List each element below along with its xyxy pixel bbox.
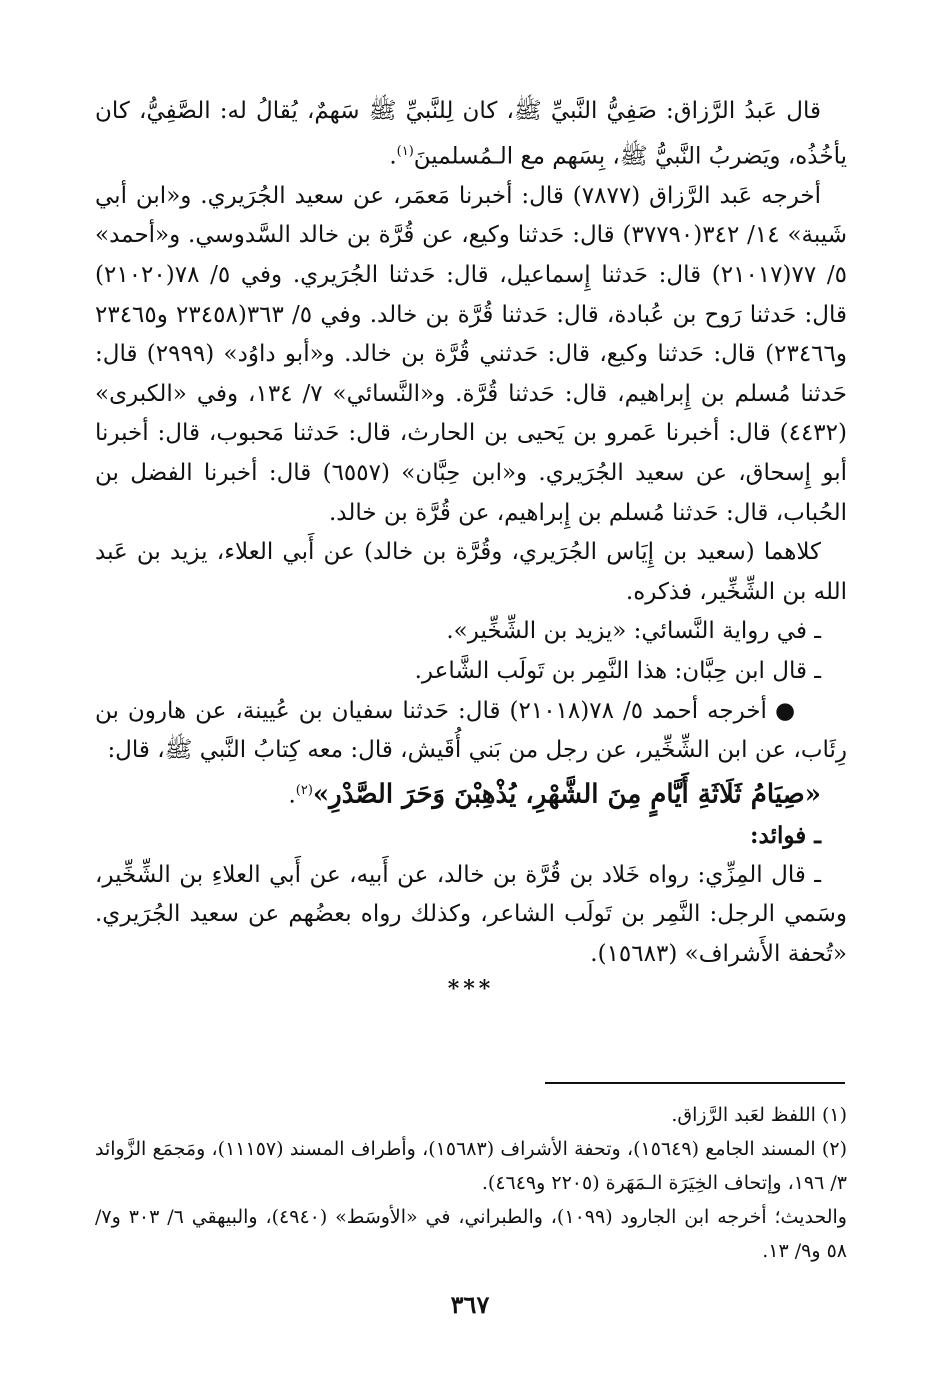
footnote-1: (١) اللفظ لعَبد الرَّزاق.: [671, 1104, 847, 1126]
note-line-1: ـ في رواية النَّسائي: «يزيد بن الشِّخِّير».: [446, 618, 821, 645]
note-line-2: ـ قال ابن حِبَّان: هذا النَّمِر بن تَولَب الشَّاعر.: [414, 657, 821, 684]
benefits-heading: ـ فوائد:: [750, 822, 821, 849]
paragraph-3: كلاهما (سعيد بن إِيَاس الجُرَيري، وقُرَّة بن خالد) عن أَبي العلاء، يزيد بن عَبد الله بن الشِّخِّير، فذكره.: [95, 539, 847, 605]
paragraph-5: ـ قال المِزِّي: رواه خَلاد بن قُرَّة بن خالد، عن أَبيه، عن أَبي العلاءِ بن الشِّخِّير، وسَمي الرجل: النَّمِر بن تَولَب الشاعر، وكذلك رواه بعضُهم عن سعيد الجُرَيري. «تُحفة الأَشراف» (١٥٦٨٣).: [95, 861, 847, 967]
footnote-2-continued: والحديث؛ أخرجه ابن الجارود (١٠٩٩)، والطبراني، في «الأوسَط» (٤٩٤٠)، والبيهقي ٦/ ٣٠٣ و٧/ ٥٨ و٩/ ١٣.: [95, 1206, 847, 1262]
footnote-separator: [545, 1082, 845, 1084]
footnote-ref-2: (٢): [295, 782, 313, 798]
paragraph-4-text: أخرجه أحمد ٥/ ٧٨(٢١٠١٨) قال: حَدثنا سفيان بن عُيينة، عن هارون بن رِئَاب، عن ابن الشِّخِّير، عن رجل من بَني أُقَيش، قال: معه كِتابُ النَّبي ﷺ، قال:: [95, 697, 847, 764]
main-text: [95, 92, 847, 1002]
footnotes: [95, 1098, 847, 1268]
bullet-icon: ●: [774, 697, 796, 724]
footnote-2: (٢) المسند الجامع (١٥٦٤٩)، وتحفة الأشراف (١٥٦٨٣)، وأطراف المسند (١١١٥٧)، ومَجمَع الزَّوائد ٣/ ١٩٦، وإتحاف الخِيَرَة الـمَهَرة (٢٢٠٥ و٤٦٤٩).: [95, 1138, 847, 1194]
hadith-quote: «صِيَامُ ثَلَاثَةِ أَيَّامٍ مِنَ الشَّهْرِ، يُذْهِبْنَ وَحَرَ الصَّدْرِ»$^{(٢)}$.: [288, 779, 821, 810]
hadith-quote-text: «صِيَامُ ثَلَاثَةِ أَيَّامٍ مِنَ الشَّهْرِ، يُذْهِبْنَ وَحَرَ الصَّدْرِ»: [312, 779, 821, 810]
paragraph-1: قال عَبدُ الرَّزاق: صَفِيُّ النَّبيِّ ﷺ، كان لِلنَّبيِّ ﷺ سَهمٌ، يُقالُ له: الصَّفِيُّ، كان يأخُذُه، ويَضربُ النَّبيُّ ﷺ، بِسَهم مع الـمُسلمينَ$^{(١)}$.: [95, 98, 847, 170]
paragraph-1-text: قال عَبدُ الرَّزاق: صَفِيُّ النَّبيِّ ﷺ، كان لِلنَّبيِّ ﷺ سَهمٌ، يُقالُ له: الصَّفِيُّ، كان يأخُذُه، ويَضربُ النَّبيُّ ﷺ، بِسَهم مع الـمُسلمينَ: [95, 98, 847, 170]
footnote-ref-1: (١): [396, 143, 414, 159]
section-divider-stars: ***: [447, 976, 495, 1003]
paragraph-2: أخرجه عَبد الرَّزاق (٧٨٧٧) قال: أخبرنا مَعمَر، عن سعيد الجُرَيري. و«ابن أبي شَيبة» ١٤/ ٣٤٢(٣٧٧٩٠) قال: حَدثنا وكيع، عن قُرَّة بن خالد السَّدوسي. و«أحمد» ٥/ ٧٧(٢١٠١٧) قال: حَدثنا إِسماعيل، قال: حَدثنا الجُرَيري. وفي ٥/ ٧٨(٢١٠٢٠) قال: حَدثنا رَوح بن عُبادة، قال: حَدثنا قُرَّة بن خالد. وفي ٥/ ٣٦٣(٢٣٤٥٨ و٢٣٤٦٥ و٢٣٤٦٦) قال: حَدثنا وكيع، قال: حَدثني قُرَّة بن خالد. و«أبو داوُد» (٢٩٩٩) قال: حَدثنا مُسلم بن إِبراهيم، قال: حَدثنا قُرَّة. و«النَّسائي» ٧/ ١٣٤، وفي «الكبرى» (٤٤٣٢) قال: أخبرنا عَمرو بن يَحيى بن الحارث، قال: حَدثنا مَحبوب، قال: أخبرنا أبو إِسحاق، عن سعيد الجُرَيري. و«ابن حِبَّان» (٦٥٥٧) قال: أخبرنا الفضل بن الحُباب، قال: حَدثنا مُسلم بن إِبراهيم، عن قُرَّة بن خالد.: [95, 182, 848, 526]
paragraph-4: [95, 692, 847, 771]
page-number: ٣٦٧: [450, 1290, 490, 1319]
